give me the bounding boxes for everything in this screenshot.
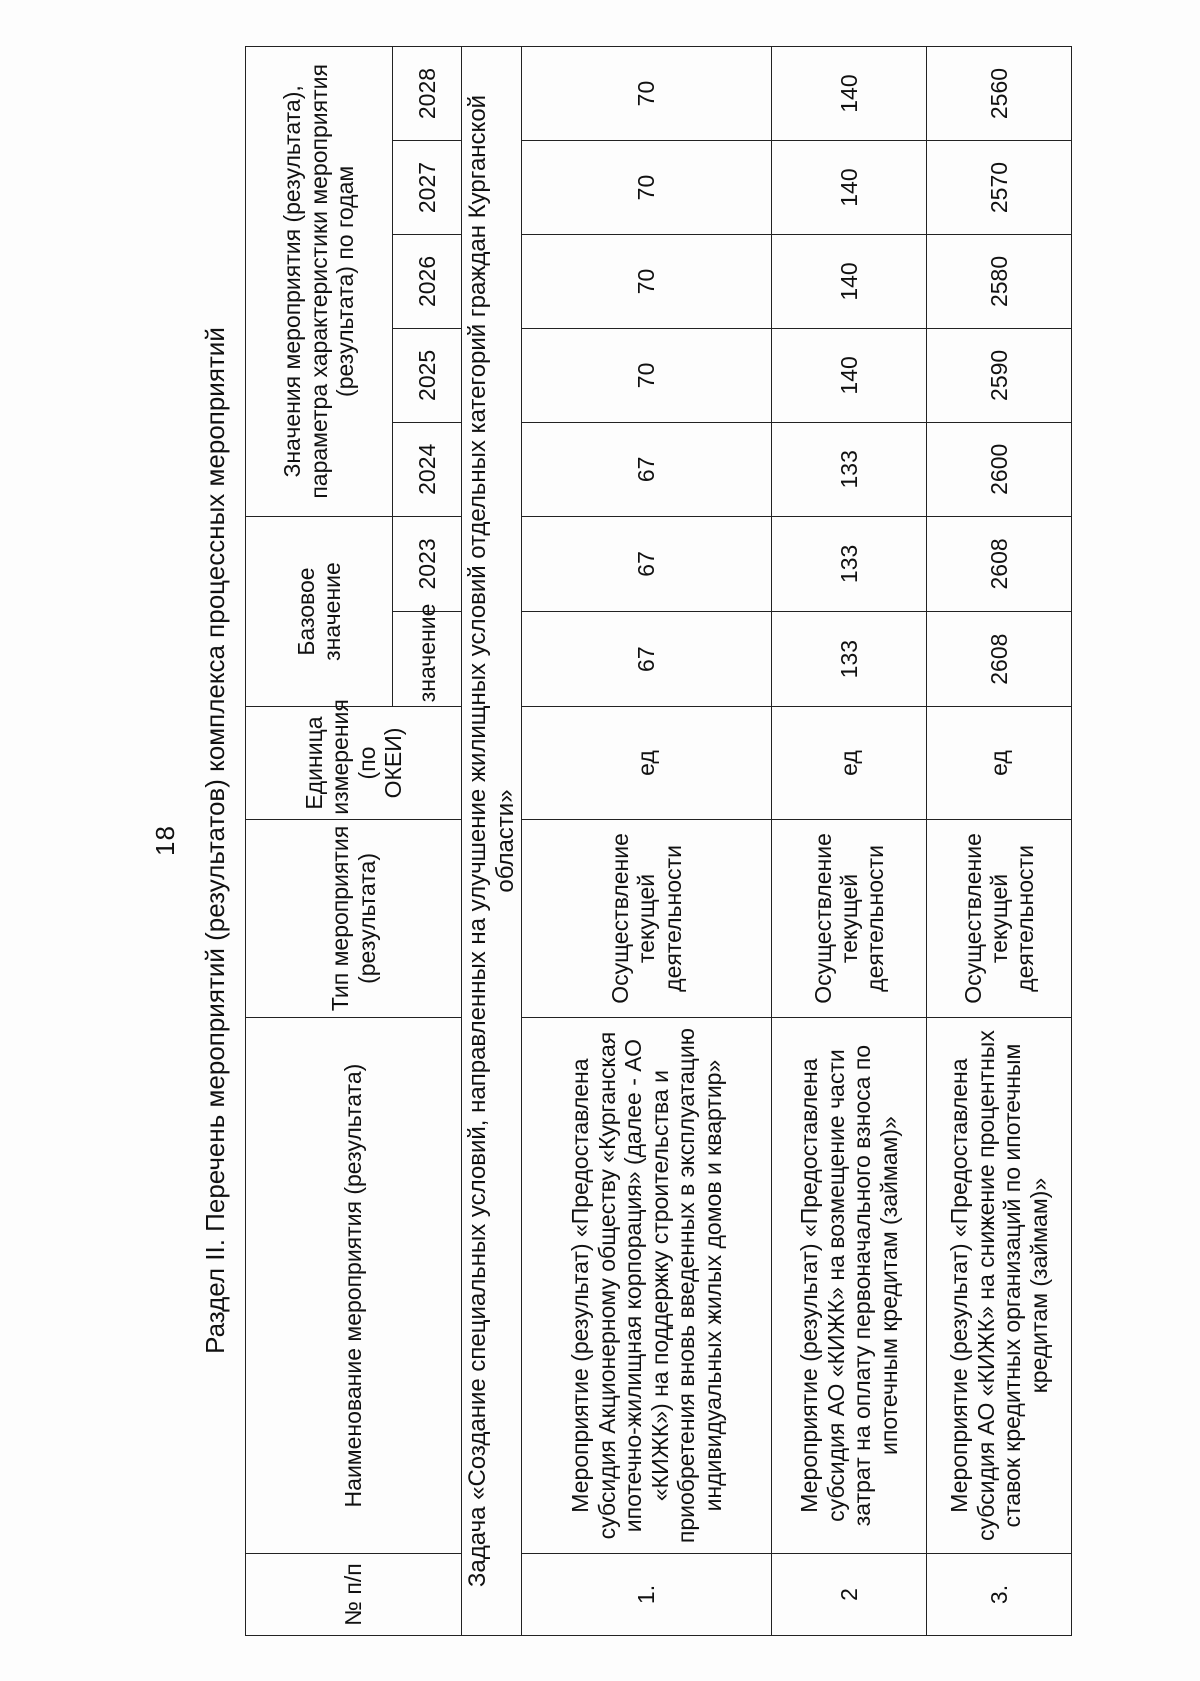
task-row [462, 47, 522, 1636]
row-num: 1. [522, 1553, 772, 1635]
row-year-value: 140 [772, 328, 927, 422]
row-name: Мероприятие (результат) «Предоставлена субсидия АО «КИЖК» на снижение процентных ставок кредитных организаций по ипотечным кредитам (займам)» [927, 1018, 1072, 1554]
row-num: 2 [772, 1553, 927, 1635]
task-title: Задача «Создание специальных условий, направленных на улучшение жилищных условий отдельных категорий граждан Курганской области» [462, 47, 522, 1636]
table-row [522, 47, 772, 1636]
row-type: Осуществление текущей деятельности [772, 819, 927, 1017]
row-name: Мероприятие (результат) «Предоставлена субсидия Акционерному обществу «Курганская ипотечно-жилищная корпорация» (далее - АО «КИЖК») на поддержку строительства и приобретения вновь введенных в эксплуатацию индивидуальных жилых домов и квартир» [522, 1018, 772, 1554]
row-base-year: 67 [522, 516, 772, 611]
header-base-value: значение [393, 612, 462, 707]
header-unit: Единица измерения (по ОКЕИ) [246, 707, 462, 819]
row-base-year: 2608 [927, 516, 1072, 611]
row-year-value: 70 [522, 141, 772, 235]
table-row [772, 47, 927, 1636]
row-year-value: 2590 [927, 328, 1072, 422]
row-year-value: 140 [772, 141, 927, 235]
header-name: Наименование мероприятия (результата) [246, 1018, 462, 1554]
row-year-value: 2600 [927, 422, 1072, 516]
row-type: Осуществление текущей деятельности [927, 819, 1072, 1017]
row-year-value: 70 [522, 235, 772, 329]
row-base-year: 133 [772, 516, 927, 611]
row-base-value: 2608 [927, 612, 1072, 707]
table-row [927, 47, 1072, 1636]
header-year: 2028 [393, 47, 462, 141]
section-title: Раздел II. Перечень мероприятий (результатов) комплекса процессных мероприятий [200, 327, 230, 1354]
row-year-value: 2560 [927, 47, 1072, 141]
row-year-value: 70 [522, 328, 772, 422]
measures-table [245, 46, 1072, 1636]
header-year: 2025 [393, 328, 462, 422]
row-year-value: 2570 [927, 141, 1072, 235]
header-year: 2027 [393, 141, 462, 235]
row-unit: ед [772, 707, 927, 819]
row-year-value: 140 [772, 235, 927, 329]
header-num: № п/п [246, 1553, 462, 1635]
row-type: Осуществление текущей деятельности [522, 819, 772, 1017]
row-base-value: 133 [772, 612, 927, 707]
row-num: 3. [927, 1553, 1072, 1635]
row-base-value: 67 [522, 612, 772, 707]
header-year: 2024 [393, 422, 462, 516]
page-number: 18 [150, 825, 180, 856]
row-name: Мероприятие (результат) «Предоставлена субсидия АО «КИЖК» на возмещение части затрат на оплату первоначального взноса по ипотечным кредитам (займам)» [772, 1018, 927, 1554]
row-year-value: 2580 [927, 235, 1072, 329]
row-year-value: 70 [522, 47, 772, 141]
header-values: Значения мероприятия (результата), параметра характеристики мероприятия (результата) по годам [246, 47, 393, 517]
header-base: Базовое значение [246, 516, 393, 707]
row-unit: ед [522, 707, 772, 819]
header-year: 2026 [393, 235, 462, 329]
row-year-value: 67 [522, 422, 772, 516]
row-year-value: 140 [772, 47, 927, 141]
header-type: Тип мероприятия (результата) [246, 819, 462, 1017]
row-year-value: 133 [772, 422, 927, 516]
row-unit: ед [927, 707, 1072, 819]
header-base-year: 2023 [393, 516, 462, 611]
